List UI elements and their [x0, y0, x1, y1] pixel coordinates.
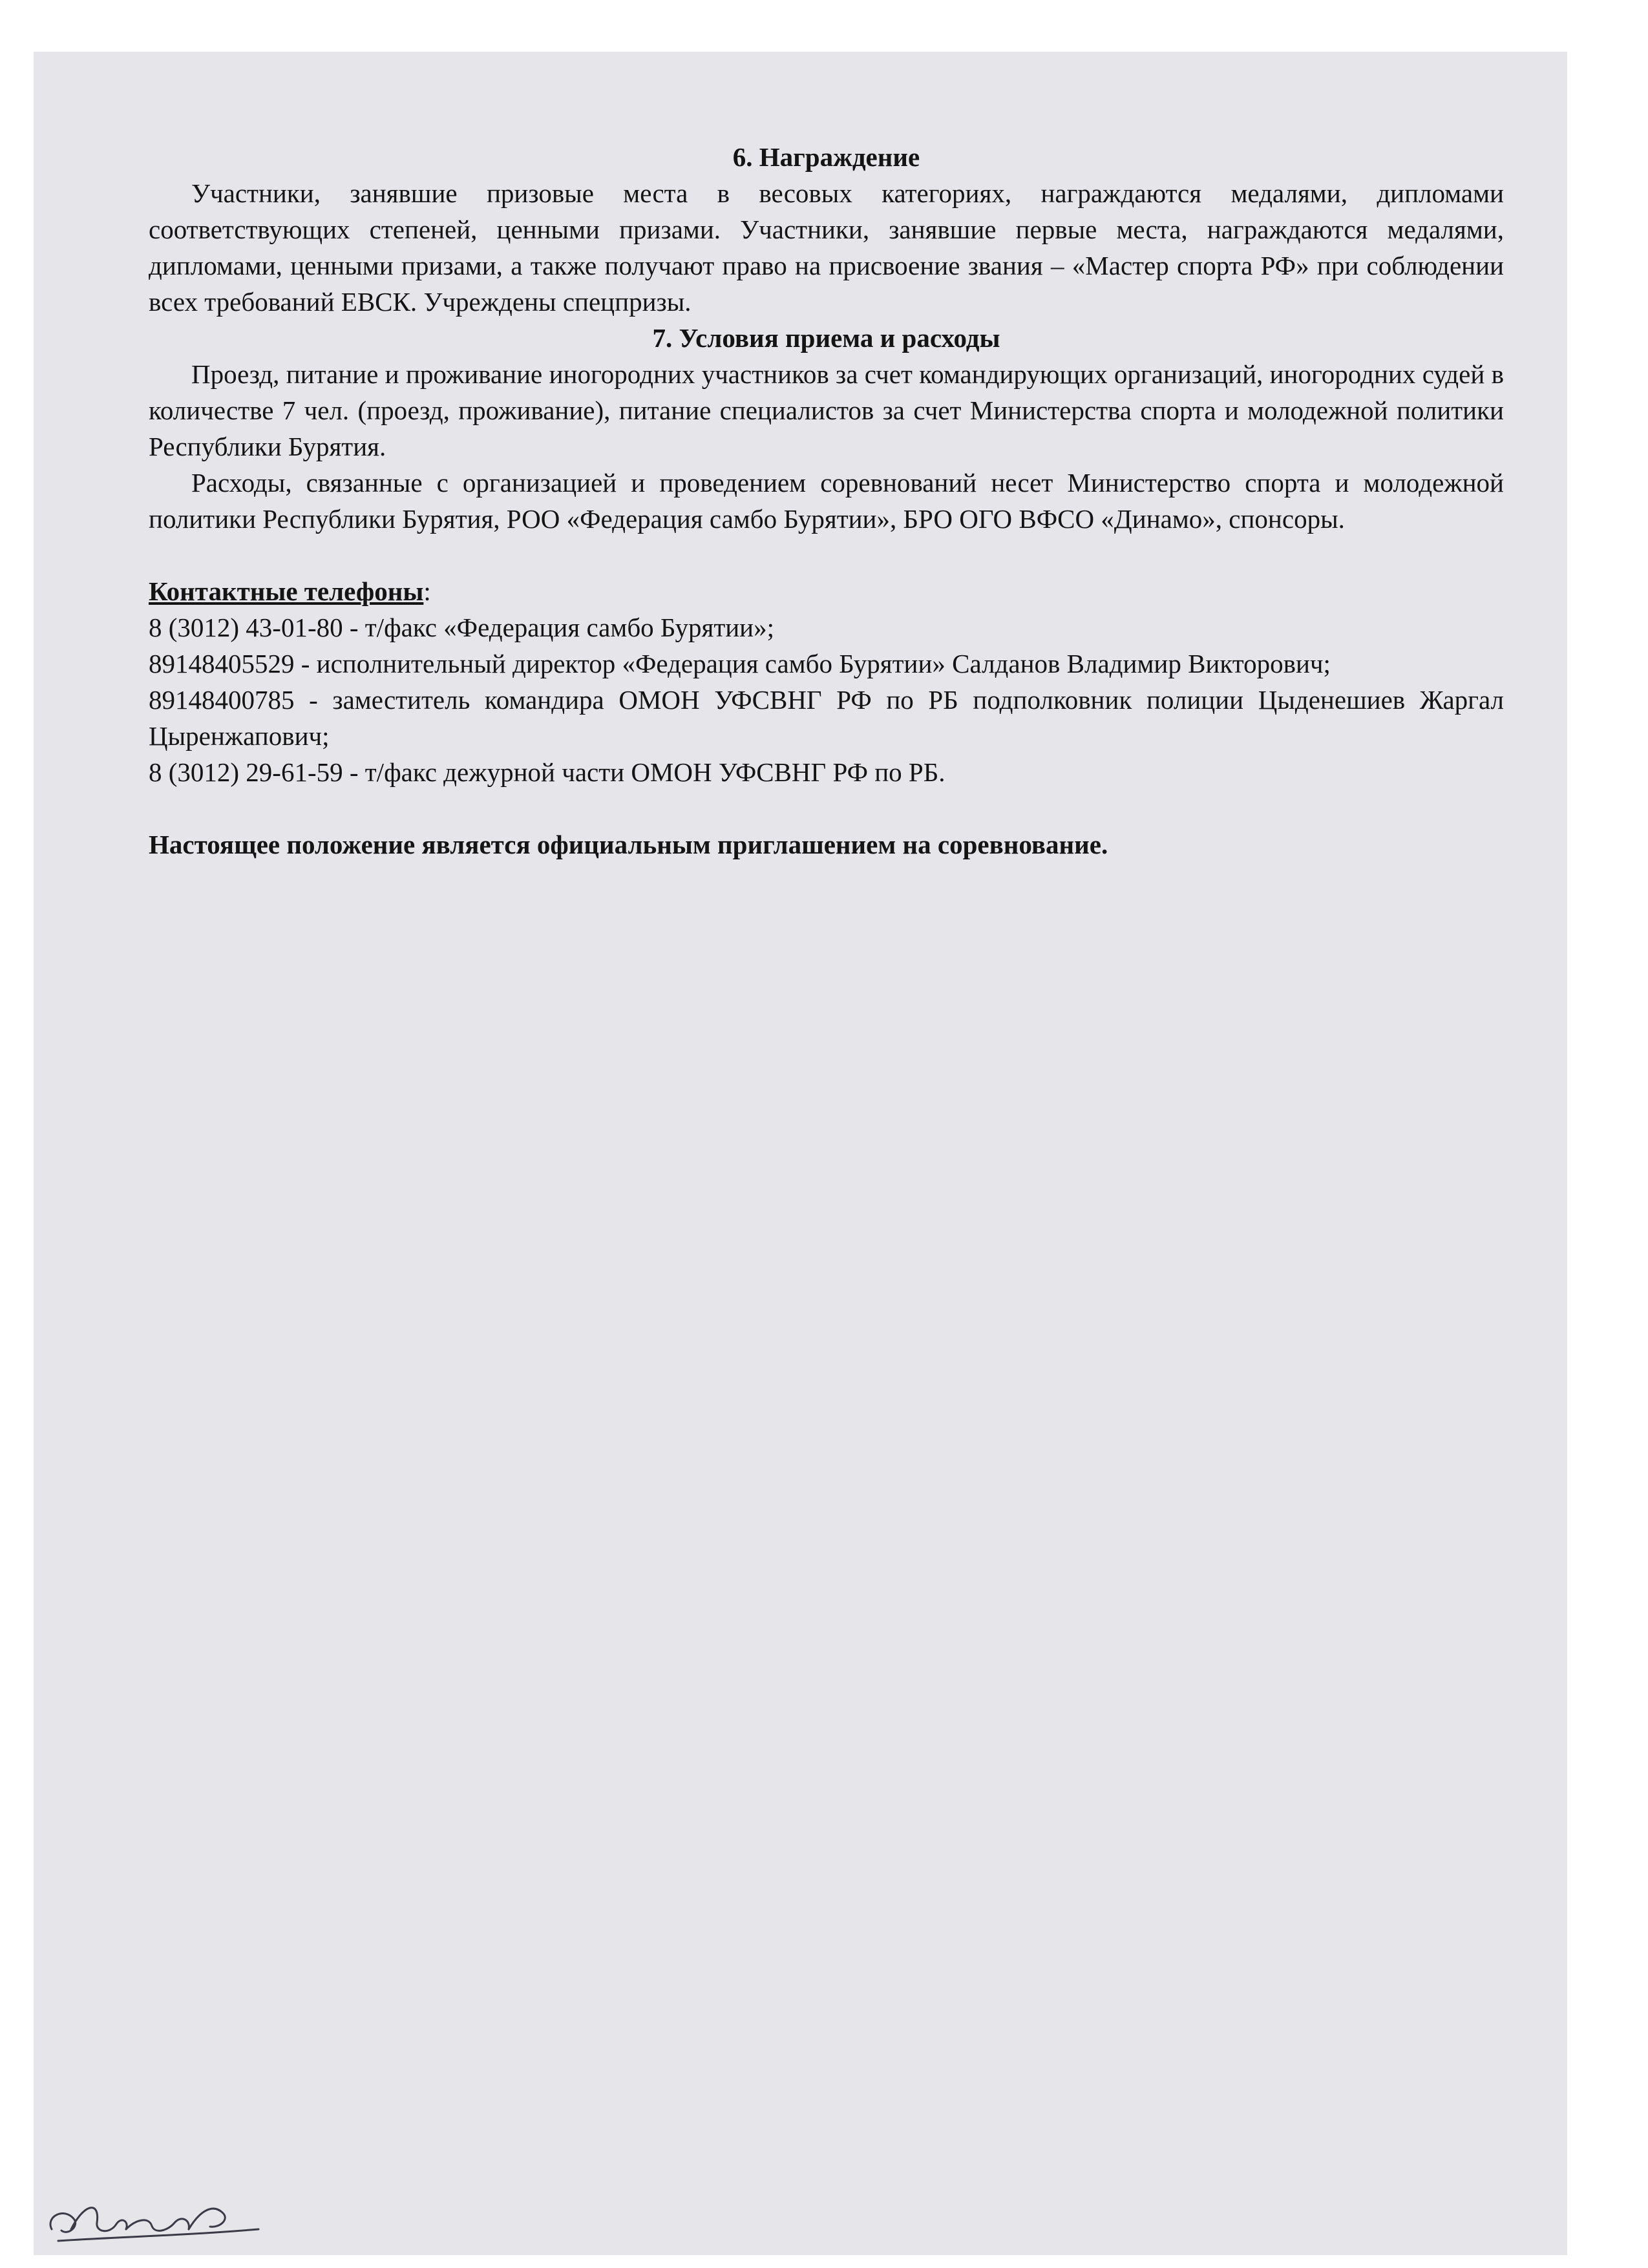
contact-item: 89148405529 - исполнительный директор «Федерация самбо Бурятии» Салданов Владимир Викторович;	[149, 649, 1331, 678]
scan-border-bottom	[0, 2255, 1648, 2268]
contact-item: 8 (3012) 29-61-59 - т/факс дежурной части ОМОН УФСВНГ РФ по РБ.	[149, 757, 945, 787]
scan-border-left	[0, 0, 34, 2268]
contacts-title-colon: :	[423, 576, 431, 606]
spacer	[149, 790, 1504, 826]
contacts-heading	[149, 573, 1504, 609]
section-7-paragraph-1: Проезд, питание и проживание иногородних участников за счет командирующих организаций, иногородних судей в количестве 7 чел. (проезд, проживание), питание специалистов за счет Министерства спорта и молодежной политики Республики Бурятия.	[149, 359, 1504, 461]
scan-border-right	[1567, 0, 1648, 2268]
contacts-title: Контактные телефоны	[149, 576, 424, 606]
section-7-paragraph-2: Расходы, связанные с организацией и проведением соревнований несет Министерство спорта и молодежной политики Республики Бурятия, РОО «Федерация самбо Бурятии», БРО ОГО ВФСО «Динамо», спонсоры.	[149, 468, 1504, 534]
contact-item: 89148400785 - заместитель командира ОМОН УФСВНГ РФ по РБ подполковник полиции Цыденешиев Жаргал Цыренжапович;	[149, 685, 1504, 751]
spacer	[149, 537, 1504, 573]
scan-border-top	[0, 0, 1648, 52]
document-body	[149, 139, 1504, 863]
closing-statement: Настоящее положение является официальным приглашением на соревнование.	[149, 830, 1108, 859]
section-6-text: Участники, занявшие призовые места в весовых категориях, награждаются медалями, дипломами соответствующих степеней, ценными призами. Участники, занявшие первые места, награждаются медалями, дипломами, ценными призами, а также получают право на присвоение звания – «Мастер спорта РФ» при соблюдении всех требований ЕВСК. Учреждены спецпризы.	[149, 178, 1504, 317]
handwritten-signature	[39, 2184, 271, 2255]
section-6-heading: 6. Награждение	[732, 142, 920, 172]
contact-item: 8 (3012) 43-01-80 - т/факс «Федерация самбо Бурятии»;	[149, 613, 775, 642]
section-7-heading: 7. Условия приема и расходы	[652, 323, 1000, 353]
